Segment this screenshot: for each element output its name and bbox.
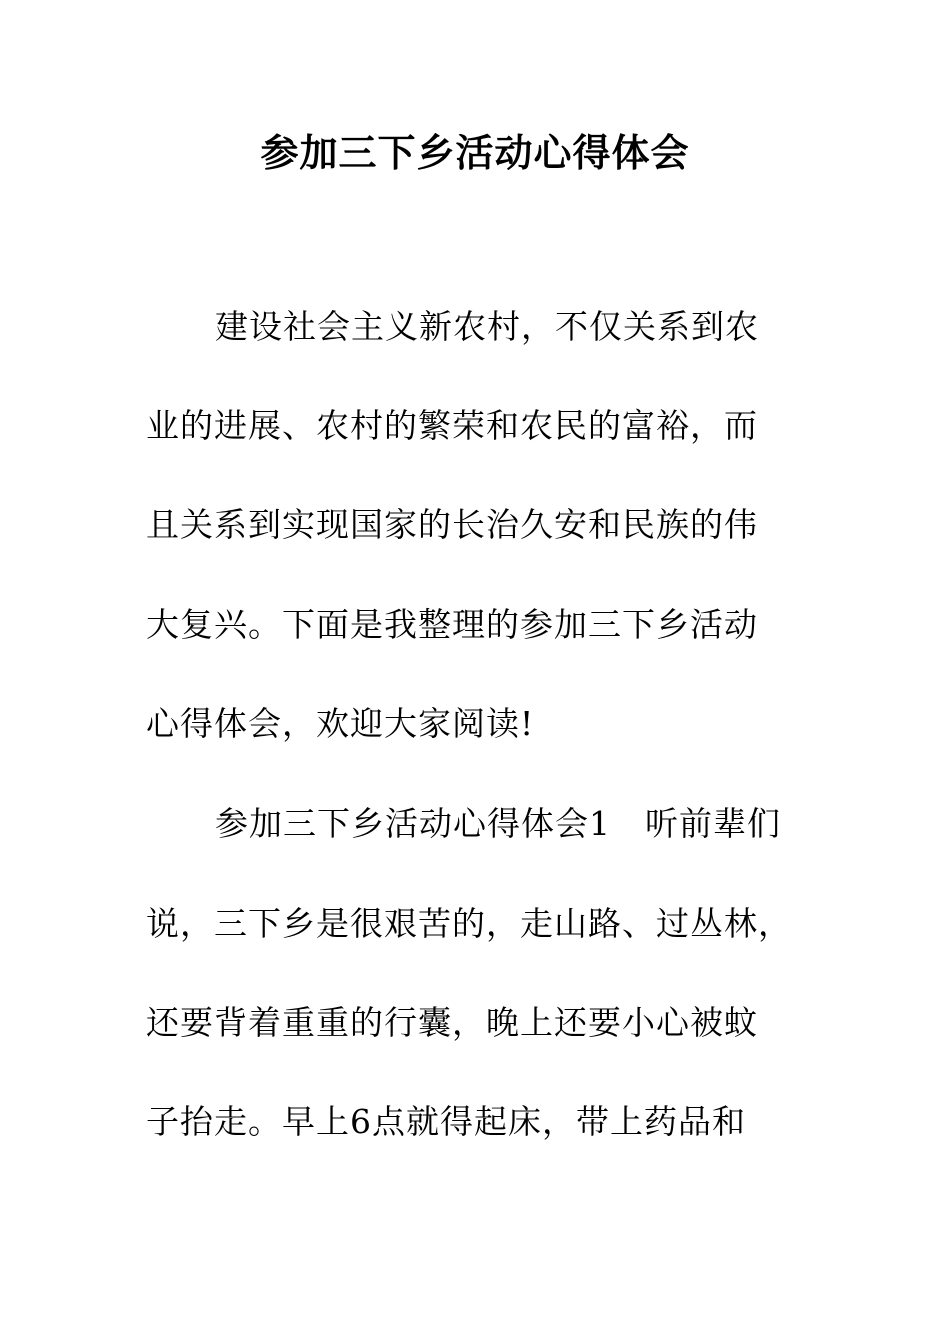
paragraph1-line-2: 业的进展、农村的繁荣和农民的富裕，而 [146,406,758,445]
paragraph2-line-3: 还要背着重重的行囊，晚上还要小心被蚊 [146,1003,758,1042]
document-title: 参加三下乡活动心得体会 [260,131,690,175]
paragraph2-line-1: 参加三下乡活动心得体会1 听前辈们 [215,804,781,843]
paragraph1-line-4: 大复兴。下面是我整理的参加三下乡活动 [146,605,758,644]
paragraph1-line-1: 建设社会主义新农村，不仅关系到农 [215,307,759,346]
paragraph2-line-4: 子抬走。早上6点就得起床，带上药品和 [146,1102,746,1141]
paragraph2-line-2: 说，三下乡是很艰苦的，走山路、过丛林， [146,904,792,943]
paragraph1-line-3: 且关系到实现国家的长治久安和民族的伟 [146,505,758,544]
paragraph1-line-5: 心得体会，欢迎大家阅读! [146,704,535,743]
